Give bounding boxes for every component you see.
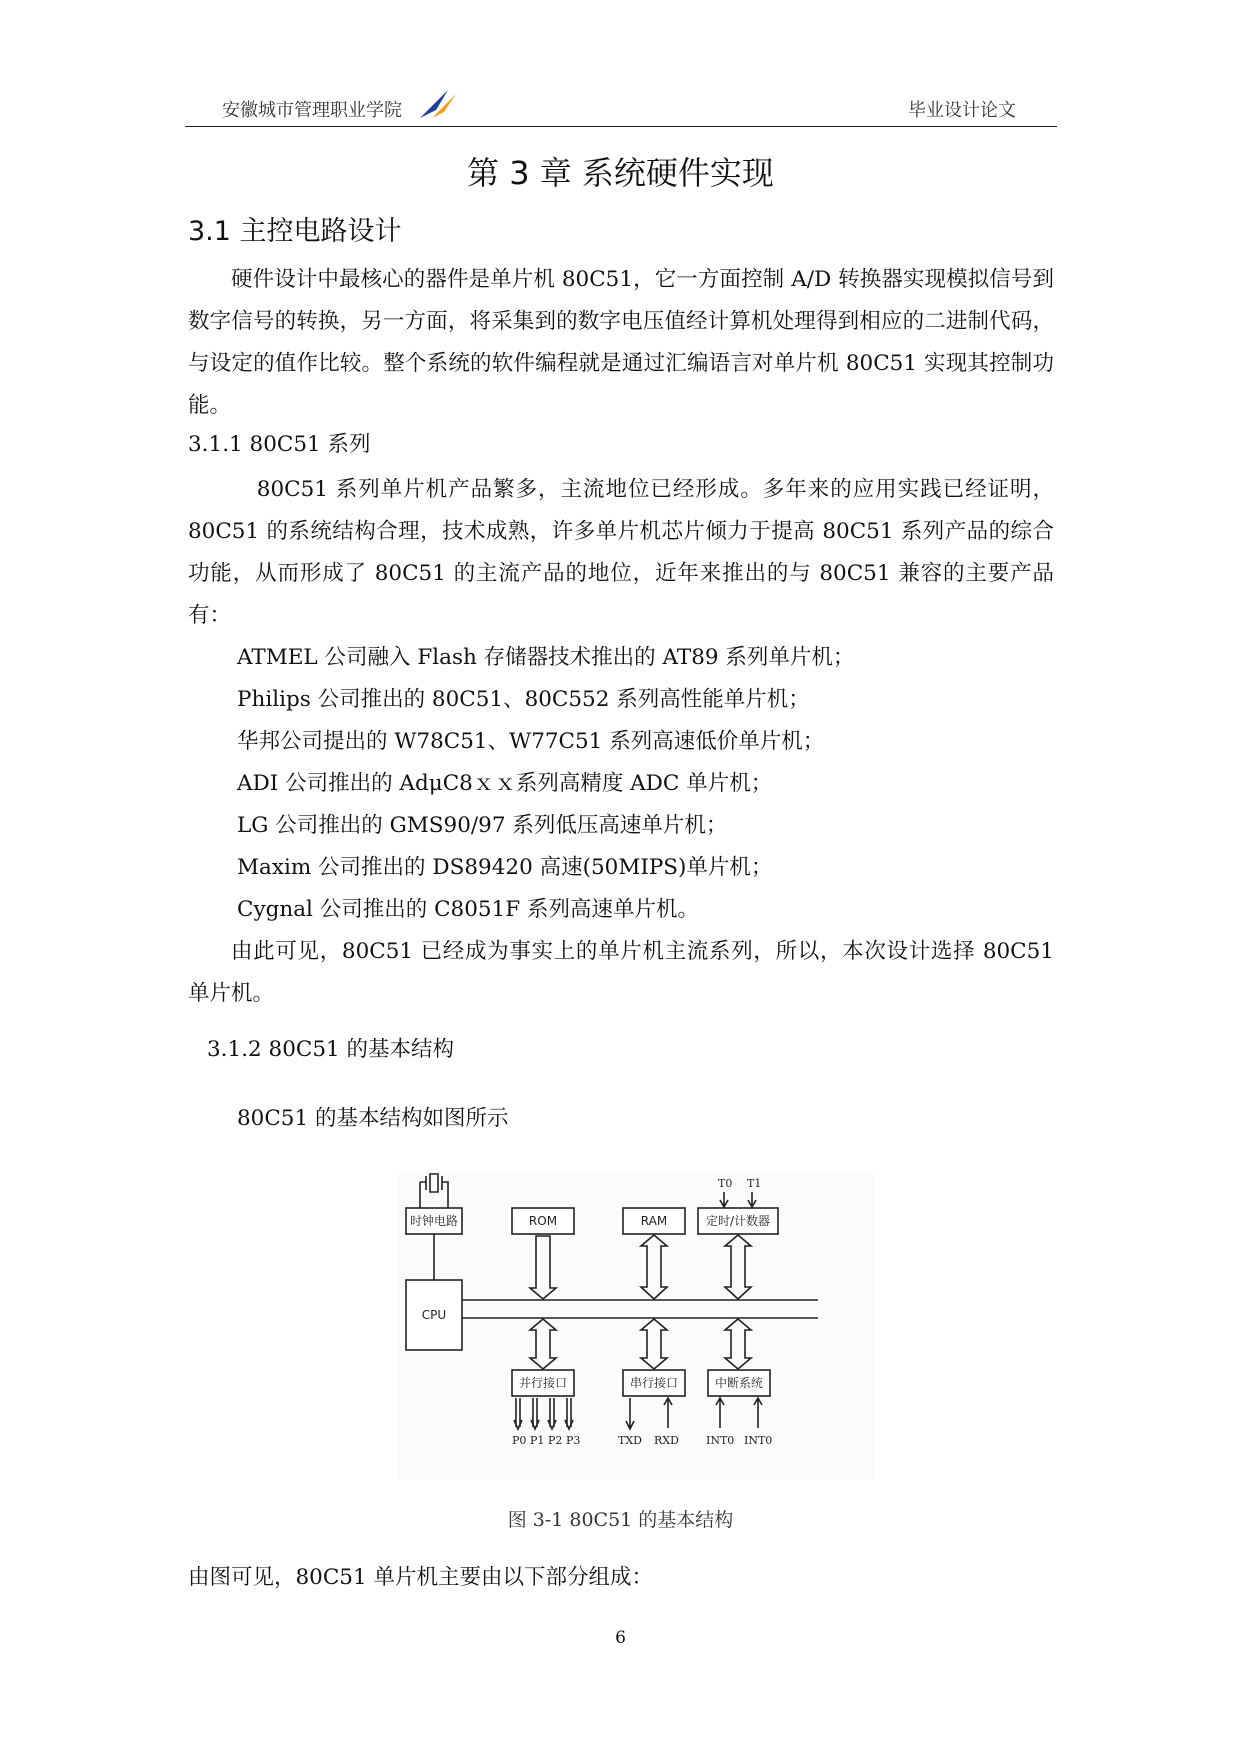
- timer-counter-label: 定时/计数器: [705, 1214, 771, 1228]
- list-item: Cygnal 公司推出的 C8051F 系列高速单片机。: [237, 897, 699, 922]
- closing-line: 由图可见，80C51 单片机主要由以下部分组成：: [188, 1565, 654, 1590]
- rxd-arrow: [664, 1398, 672, 1428]
- parallel-port-arrows: [514, 1398, 573, 1429]
- header-school-name: 安徽城市管理职业学院: [222, 100, 402, 121]
- list-item: ATMEL 公司融入 Flash 存储器技术推出的 AT89 系列单片机；: [237, 645, 855, 670]
- int0-pin-label-b: INT0: [744, 1434, 773, 1447]
- subsection-1-title: 3.1.1 80C51 系列: [188, 432, 371, 457]
- school-logo: [418, 88, 458, 120]
- series-paragraph: 80C51 系列单片机产品繁多，主流地位已经形成。多年来的应用实践已经证明，80C51 的系统结构合理，技术成熟，许多单片机芯片倾力于提高 80C51 系列产品的综合功能，从而形成了 80C51 的主流产品的地位，近年来推出的与 80C51 兼容的主要产品有：: [188, 477, 1054, 628]
- block-diagram: [398, 1172, 874, 1480]
- chapter-title: 第 3 章 系统硬件实现: [467, 154, 774, 192]
- p1-pin-label: P1: [530, 1434, 545, 1447]
- list-item: Philips 公司推出的 80C51、80C552 系列高性能单片机；: [237, 687, 810, 712]
- cpu-label: CPU: [421, 1308, 447, 1322]
- txd-arrow: [626, 1398, 634, 1429]
- subsection-2-title: 3.1.2 80C51 的基本结构: [207, 1037, 455, 1062]
- crystal-icon: [420, 1174, 448, 1208]
- interrupt-system-label: 中断系统: [714, 1376, 764, 1390]
- p3-pin-label: P3: [566, 1434, 581, 1447]
- list-item: ADI 公司推出的 AdμC8ｘｘ系列高精度 ADC 单片机；: [237, 771, 773, 796]
- parallel-interface-label: 并行接口: [518, 1376, 568, 1390]
- ram-label: RAM: [640, 1214, 668, 1228]
- bus-arrows: [530, 1235, 751, 1369]
- header-doc-type: 毕业设计论文: [908, 100, 1016, 121]
- p2-pin-label: P2: [548, 1434, 563, 1447]
- list-item: LG 公司推出的 GMS90/97 系列低压高速单片机；: [237, 813, 728, 838]
- header-rule: [185, 126, 1057, 127]
- list-item: Maxim 公司推出的 DS89420 高速(50MIPS)单片机；: [237, 855, 773, 880]
- int0-arrow-a: [716, 1398, 724, 1428]
- int0-arrow-b: [754, 1398, 762, 1428]
- serial-interface-label: 串行接口: [629, 1376, 679, 1390]
- page-number: 6: [615, 1628, 626, 1648]
- block-diagram-svg: [398, 1172, 874, 1480]
- product-list: [188, 637, 1054, 931]
- txd-pin-label: TXD: [618, 1434, 642, 1447]
- intro-paragraph: 硬件设计中最核心的器件是单片机 80C51，它一方面控制 A/D 转换器实现模拟信号到数字信号的转换，另一方面，将采集到的数字电压值经计算机处理得到相应的二进制代码，与设定的值作比较。整个系统的软件编程就是通过汇编语言对单片机 80C51 实现其控制功能。: [188, 267, 1054, 418]
- rxd-pin-label: RXD: [654, 1434, 679, 1447]
- t1-pin-label: T1: [747, 1177, 762, 1190]
- p0-pin-label: P0: [512, 1434, 527, 1447]
- list-item: 华邦公司提出的 W78C51、W77C51 系列高速低价单片机；: [237, 729, 825, 754]
- t0-arrow: [720, 1192, 728, 1207]
- clock-circuit-label: 时钟电路: [409, 1214, 459, 1228]
- conclusion-paragraph: 由此可见，80C51 已经成为事实上的单片机主流系列，所以，本次设计选择 80C51 单片机。: [188, 939, 1054, 1006]
- figure-caption: 图 3-1 80C51 的基本结构: [507, 1509, 734, 1531]
- t1-arrow: [748, 1192, 756, 1207]
- int0-pin-label-a: INT0: [706, 1434, 735, 1447]
- t0-pin-label: T0: [718, 1177, 733, 1190]
- rom-label: ROM: [528, 1214, 558, 1228]
- main-text: [188, 259, 1054, 1015]
- section-title: 3.1 主控电路设计: [188, 216, 402, 247]
- structure-intro: 80C51 的基本结构如图所示: [237, 1106, 509, 1131]
- internal-bus: [462, 1300, 818, 1318]
